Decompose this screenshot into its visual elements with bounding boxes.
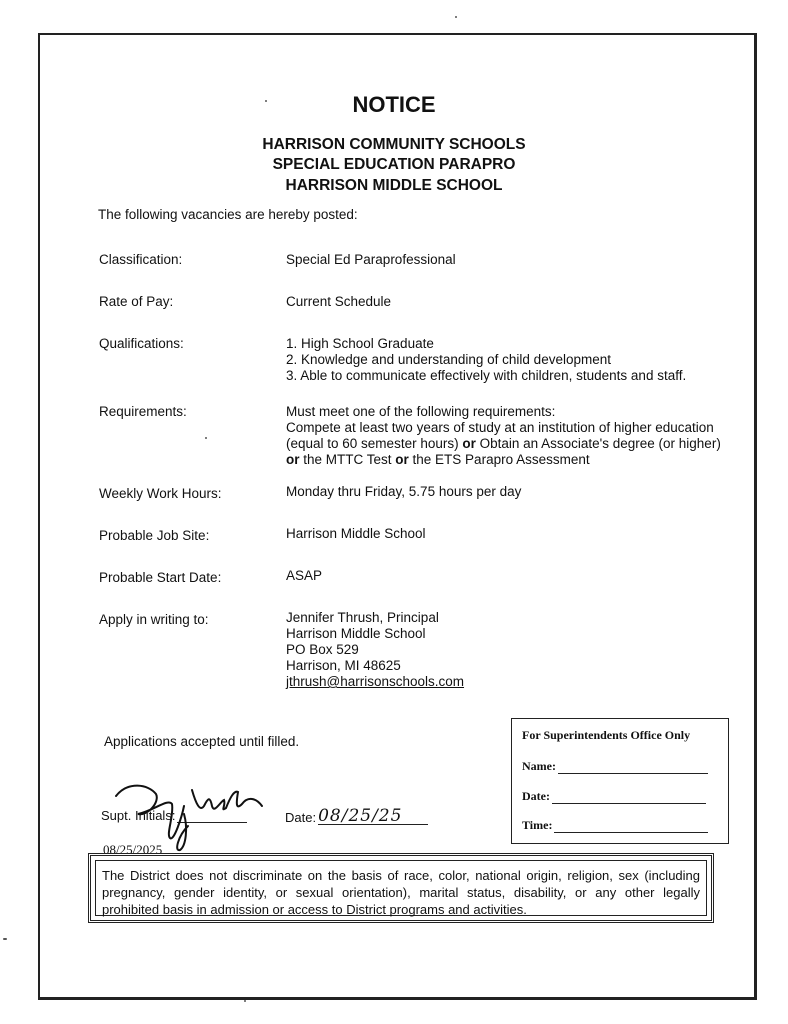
address-line: Harrison, MI 48625 — [286, 658, 401, 673]
apply-address — [286, 610, 464, 690]
stamp-date: 08/25/2025 — [103, 842, 163, 857]
scan-speck — [205, 437, 207, 439]
signed-date-value: 08/25/25 — [318, 808, 428, 825]
school-name: HARRISON MIDDLE SCHOOL — [285, 177, 503, 194]
address-line: Harrison Middle School — [286, 626, 426, 641]
start-date-label: Probable Start Date: — [99, 570, 222, 585]
rate-value: Current Schedule — [286, 294, 392, 309]
scan-speck — [455, 16, 457, 18]
nondiscrimination-box — [88, 853, 714, 923]
qualifications-list — [286, 336, 686, 384]
start-date-value: ASAP — [286, 568, 323, 583]
email-link[interactable]: jthrush@harrisonschools.com — [286, 674, 465, 689]
hours-label: Weekly Work Hours: — [99, 486, 222, 501]
site-value: Harrison Middle School — [286, 526, 426, 541]
requirements-line: or the MTTC Test or the ETS Parapro Assessment — [286, 452, 590, 467]
hours-value: Monday thru Friday, 5.75 hours per day — [286, 484, 522, 499]
nondiscrimination-text: The District does not discriminate on the basis of race, color, national origin, religion, sex (including pregnancy, gender identity, or sexual orientation), marital status, disability, or any other legally prohibited basis in admission or access to District programs and activities. — [95, 860, 707, 916]
requirements-line: (equal to 60 semester hours) or Obtain an Associate's degree (or higher) — [286, 436, 721, 451]
scan-speck — [244, 1000, 246, 1002]
requirements-line: Must meet one of the following requirements: — [286, 404, 556, 419]
qualification-item: 3. Able to communicate effectively with children, students and staff. — [286, 368, 687, 383]
intro-text: The following vacancies are hereby posted: — [98, 207, 358, 222]
office-date-field: Date: — [522, 789, 706, 804]
classification-label: Classification: — [99, 252, 183, 267]
applications-accepted: Applications accepted until filled. — [104, 734, 300, 749]
scan-speck — [265, 100, 267, 102]
requirements-line: Compete at least two years of study at an institution of higher education — [286, 420, 714, 435]
requirements-label: Requirements: — [99, 404, 187, 419]
office-box-title: For Superintendents Office Only — [522, 728, 691, 742]
apply-label: Apply in writing to: — [99, 612, 209, 627]
rate-label: Rate of Pay: — [99, 294, 174, 309]
signed-date-field: Date: 08/25/25 — [285, 808, 428, 825]
qualifications-label: Qualifications: — [99, 336, 184, 351]
qualification-item: 1. High School Graduate — [286, 336, 434, 351]
office-use-box — [511, 718, 729, 844]
office-name-field: Name: — [522, 759, 708, 774]
position-name: SPECIAL EDUCATION PARAPRO — [272, 156, 516, 173]
scan-speck — [3, 938, 7, 940]
site-label: Probable Job Site: — [99, 528, 210, 543]
qualification-item: 2. Knowledge and understanding of child development — [286, 352, 611, 367]
classification-value: Special Ed Paraprofessional — [286, 252, 456, 267]
supt-initials-field: Supt. Initials: — [101, 808, 247, 823]
requirements-text — [286, 404, 721, 468]
district-name: HARRISON COMMUNITY SCHOOLS — [262, 136, 526, 153]
notice-title: NOTICE — [352, 92, 436, 117]
office-time-field: Time: — [522, 818, 708, 833]
address-line: PO Box 529 — [286, 642, 359, 657]
address-line: Jennifer Thrush, Principal — [286, 610, 439, 625]
